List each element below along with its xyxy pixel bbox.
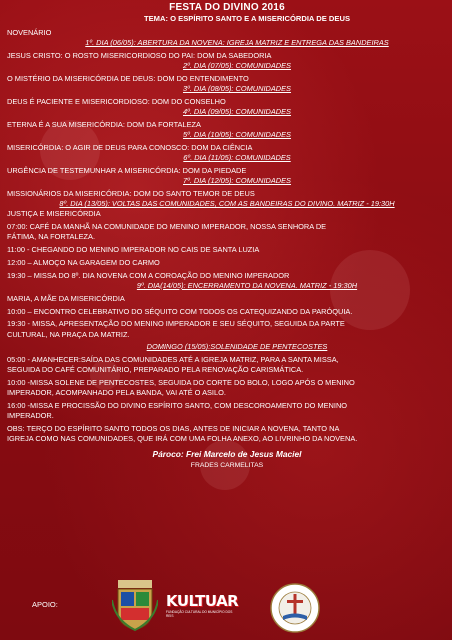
coat-of-arms-logo [112, 580, 158, 632]
schedule-line: 07:00: CAFÉ DA MANHÃ NA COMUNIDADE DO MENINO IMPERADOR, NOSSA SENHORA DE [7, 222, 327, 232]
day-heading: 2º. DIA (07/05): COMUNIDADES [183, 61, 291, 71]
cultuar-logo-text [166, 592, 238, 610]
diocese-seal-logo [270, 583, 320, 633]
day-heading: DOMINGO (15/05):SOLENIDADE DE PENTECOSTES [146, 342, 328, 352]
day-heading: 8º. DIA (13/05): VOLTAS DAS COMUNIDADES, COM AS BANDEIRAS DO DIVINO. MATRIZ - 19:30H [59, 199, 395, 209]
apoio-label: APOIO: [32, 600, 58, 609]
day-heading: 1º. DIA (06/05): ABERTURA DA NOVENA: IGREJA MATRIZ E ENTREGA DAS BANDEIRAS [85, 38, 389, 48]
day-theme: MISERICÓRDIA: O AGIR DE DEUS PARA CONOSCO: DOM DA CIÊNCIA [7, 143, 253, 152]
schedule-line: FÁTIMA, NA FORTALEZA. [7, 232, 96, 242]
cultuar-subtitle: FUNDAÇÃO CULTURAL DO MUNICÍPIO DOS REIS [166, 610, 233, 618]
schedule-line: 11:00 - CHEGANDO DO MENINO IMPERADOR NO CAIS DE SANTA LUZIA [7, 245, 260, 255]
day-heading: 9º. DIA(14/05): ENCERRAMENTO DA NOVENA. MATRIZ - 19:30H [136, 281, 358, 290]
day-theme: JUSTIÇA E MISERICÓRDIA [7, 209, 101, 219]
schedule-line: IMPERADOR. [7, 411, 54, 421]
day-theme: MARIA, A MÃE DA MISERICÓRDIA [7, 293, 125, 303]
paroco-signature: Pároco: Frei Marcelo de Jesus Maciel [152, 448, 302, 459]
day-heading: 5º. DIA (10/05): COMUNIDADES [183, 130, 291, 140]
page-title: FESTA DO DIVINO 2016 [169, 2, 285, 13]
schedule-line: 16:00 -MISSA E PROCISSÃO DO DIVINO ESPÍRITO SANTO, COM DESCOROAMENTO DO MENINO [7, 401, 348, 411]
day-theme: URGÊNCIA DE TESTEMUNHAR A MISERICÓRDIA: DOM DA PIEDADE [7, 166, 247, 175]
day-theme: DEUS É PACIENTE E MISERICORDIOSO: DOM DO CONSELHO [7, 97, 226, 106]
cultuar-logo [166, 592, 238, 622]
day-theme: ETERNA É A SUA MISERICÓRDIA: DOM DA FORTALEZA [7, 120, 201, 129]
day-heading: 6º. DIA (11/05): COMUNIDADES [183, 153, 291, 163]
schedule-line: 10:00 – ENCONTRO CELEBRATIVO DO SÉQUITO COM TODOS OS CATEQUIZANDO DA PARÓQUIA. [7, 306, 353, 316]
schedule-line: 10:00 -MISSA SOLENE DE PENTECOSTES, SEGUIDA DO CORTE DO BOLO, LOGO APÓS O MENINO [7, 378, 355, 388]
day-heading: 4º. DIA (09/05): COMUNIDADES [183, 107, 291, 117]
schedule-line: 05:00 - AMANHECER:SAÍDA DAS COMUNIDADES ATÉ A IGREJA MATRIZ, PARA A SANTA MISSA, [7, 355, 339, 365]
note-line: OBS: TERÇO DO ESPÍRITO SANTO TODOS OS DIAS, ANTES DE INICIAR A NOVENA, TANTO NA [7, 424, 340, 434]
coat-of-arms-icon [112, 580, 158, 632]
flyer-content [7, 2, 447, 471]
schedule-line: 12:00 – ALMOÇO NA GARAGEM DO CARMO [7, 258, 160, 267]
diocese-seal-icon [270, 583, 320, 633]
schedule-line: SEGUIDA DO CAFÉ COMUNITÁRIO, PREPARADO PELA RENOVAÇÃO CARISMÁTICA. [7, 365, 304, 375]
day-theme: O MISTÉRIO DA MISERICÓRDIA DE DEUS: DOM DO ENTENDIMENTO [7, 74, 249, 83]
section-label: NOVENÁRIO [7, 28, 52, 37]
cultuar-wordmark: KULTUAR [166, 592, 239, 610]
day-heading: 7º. DIA (12/05): COMUNIDADES [183, 176, 291, 186]
schedule-line: IMPERADOR, ACOMPANHADO PELA BANDA, VAI ATÉ O ASILO. [7, 388, 226, 398]
day-heading: 3º. DIA (08/05): COMUNIDADES [183, 84, 291, 94]
frades-label: FRADES CARMELITAS [190, 461, 264, 469]
day-theme: MISSIONÁRIOS DA MISERICÓRDIA: DOM DO SANTO TEMOR DE DEUS [7, 189, 255, 198]
schedule-line: CULTURAL, NA PRAÇA DA MATRIZ. [7, 329, 130, 339]
note-line: IGREJA COMO NAS COMUNIDADES, QUE IRÁ COM UMA FOLHA ANEXO, AO LIVRINHO DA NOVENA. [7, 434, 358, 444]
theme-subtitle: TEMA: O ESPÍRITO SANTO E A MISERICÓRDIA DE DEUS [143, 14, 351, 23]
schedule-line: 19:30 - MISSA, APRESENTAÇÃO DO MENINO IMPERADOR E SEU SÉQUITO, SEGUIDA DA PARTE [7, 319, 345, 329]
schedule-line: 19:30 – MISSA DO 8º. DIA NOVENA COM A COROAÇÃO DO MENINO IMPERADOR [7, 270, 290, 280]
day-theme: JESUS CRISTO: O ROSTO MISERICORDIOSO DO PAI: DOM DA SABEDORIA [7, 51, 272, 60]
